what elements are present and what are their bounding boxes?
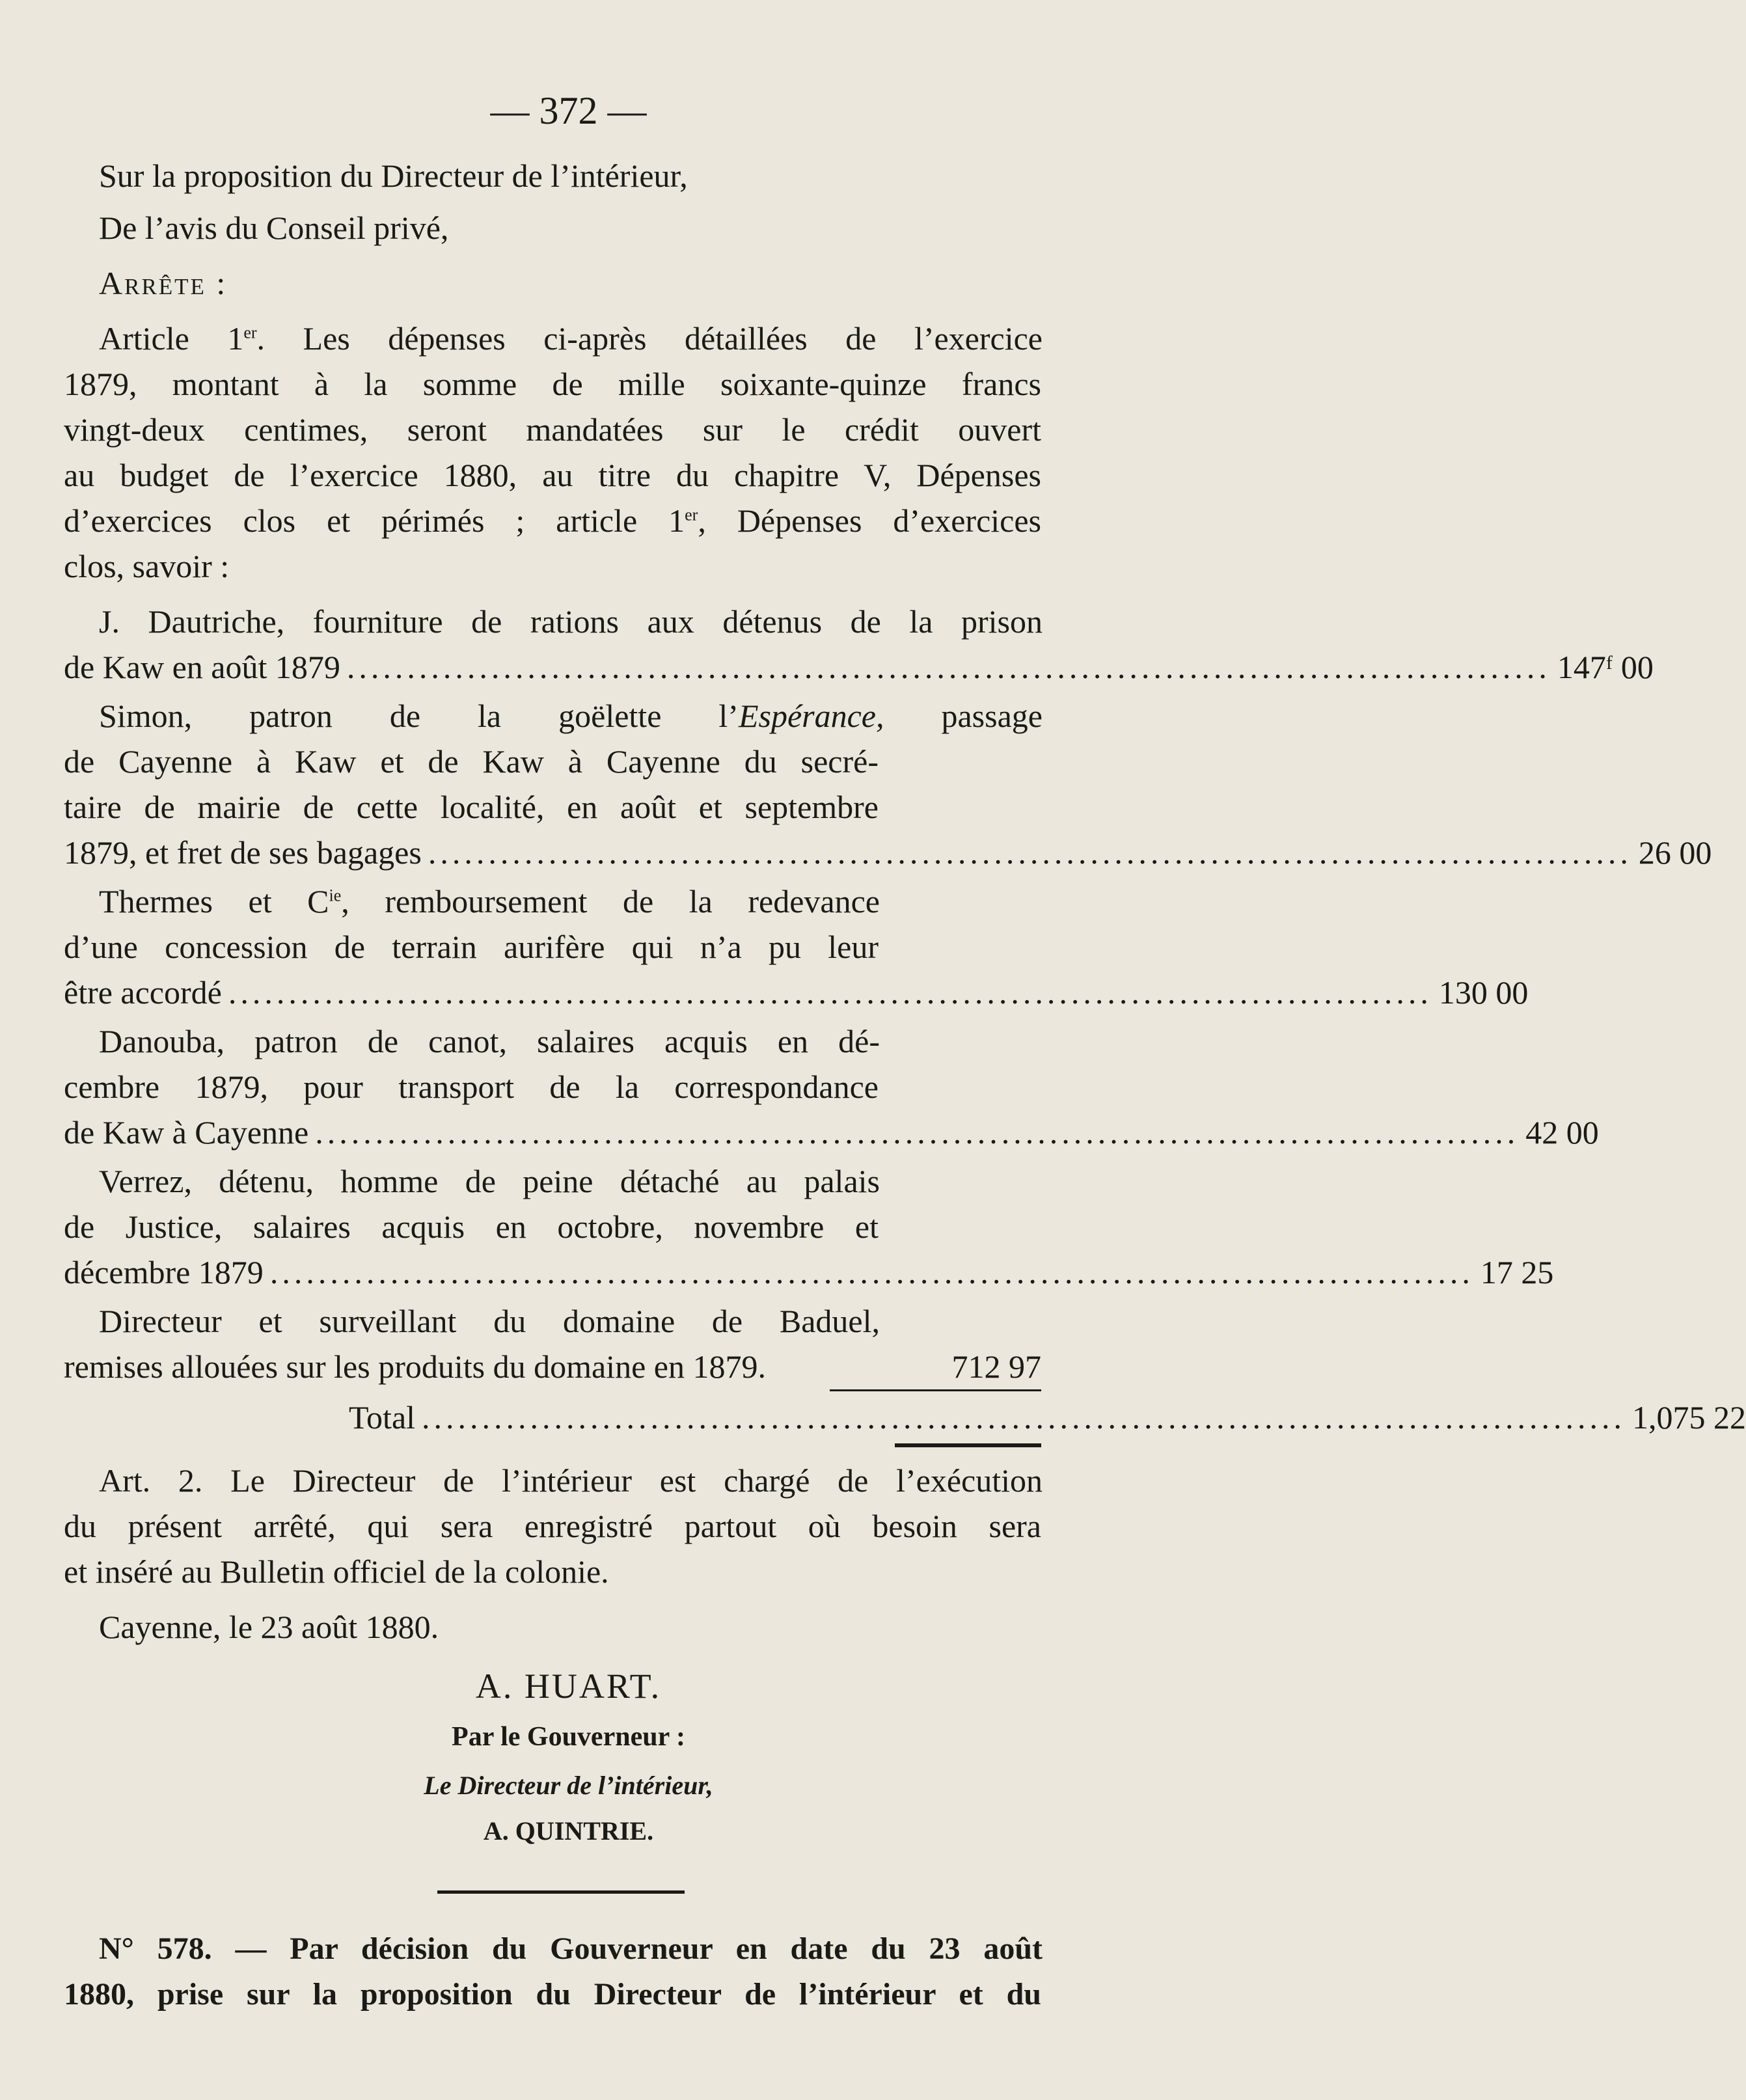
signatory-by: Par le Gouverneur :	[452, 1722, 685, 1752]
expense-6-amount: 712 97	[951, 1348, 1041, 1385]
expense-1-line-1: J. Dautriche, fourniture de rations aux détenus de la prison	[99, 603, 1043, 640]
leader-dots: ....................................................................................................	[346, 649, 1551, 685]
expense-4-last-line: de Kaw à Cayenne	[64, 1114, 309, 1151]
expense-5-line-1: Verrez, détenu, homme de peine détaché au palais	[99, 1163, 880, 1199]
expense-4-row	[64, 1113, 1599, 1153]
leader-dots: ....................................................................................................	[422, 1399, 1626, 1436]
article2-line-3: et inséré au Bulletin officiel de la colonie.	[64, 1553, 609, 1590]
total-row	[349, 1398, 1746, 1438]
expense-1-last-line: de Kaw en août 1879	[64, 649, 340, 685]
article1-line-5: d’exercices clos et périmés ; article 1er, Dépenses d’exercices	[64, 502, 1041, 539]
expense-2-amount: 26 00	[1638, 834, 1712, 871]
expense-4-line-2: cembre 1879, pour transport de la correspondance	[64, 1069, 879, 1105]
signatory-name: A. HUART.	[475, 1667, 662, 1706]
article1-line-1: Article 1er. Les dépenses ci-après détaillées de l’exercice	[99, 320, 1043, 357]
expense-1-row	[64, 648, 1654, 688]
expense-2-line-2: de Cayenne à Kaw et de Kaw à Cayenne du secré-	[64, 743, 879, 780]
place-date: Cayenne, le 23 août 1880.	[99, 1609, 439, 1645]
article2-line-2: du présent arrêté, qui sera enregistré partout où besoin sera	[64, 1508, 1041, 1544]
section-divider	[437, 1890, 685, 1894]
page-number: — 372 —	[490, 89, 647, 132]
total-rule	[830, 1389, 1041, 1391]
expense-6-line-1: Directeur et surveillant du domaine de Baduel,	[99, 1303, 880, 1339]
article1-line-4: au budget de l’exercice 1880, au titre du chapitre V, Dépenses	[64, 457, 1041, 493]
expense-2-last-line: 1879, et fret de ses bagages	[64, 834, 422, 871]
article1-line-2: 1879, montant à la somme de mille soixante-quinze francs	[64, 366, 1041, 402]
decision-line-2: 1880, prise sur la proposition du Directeur de l’intérieur et du	[64, 1977, 1041, 2011]
countersignatory-name: A. QUINTRIE.	[483, 1816, 654, 1846]
article2-line-1: Art. 2. Le Directeur de l’intérieur est chargé de l’exécution	[99, 1462, 1043, 1499]
expense-6-last-line: remises allouées sur les produits du domaine en 1879.	[64, 1348, 766, 1385]
preamble-line-2: De l’avis du Conseil privé,	[99, 210, 449, 246]
article1-line-6: clos, savoir :	[64, 548, 230, 584]
leader-dots: ....................................................................................................	[228, 974, 1432, 1011]
leader-dots: ....................................................................................................	[428, 834, 1632, 871]
preamble-line-1: Sur la proposition du Directeur de l’intérieur,	[99, 157, 688, 194]
expense-4-line-1: Danouba, patron de canot, salaires acquis en dé-	[99, 1023, 880, 1059]
expense-1-amount: 147ᶠ 00	[1557, 649, 1654, 685]
arrete-heading: Arrête :	[99, 265, 228, 301]
expense-5-line-2: de Justice, salaires acquis en octobre, novembre et	[64, 1208, 879, 1245]
leader-dots: ....................................................................................................	[315, 1114, 1520, 1151]
expense-5-row	[64, 1253, 1554, 1293]
leader-dots: ....................................................................................................	[269, 1254, 1474, 1290]
expense-4-amount: 42 00	[1525, 1114, 1599, 1151]
expense-5-amount: 17 25	[1480, 1254, 1554, 1290]
article1-line-3: vingt-deux centimes, seront mandatées sur le crédit ouvert	[64, 411, 1041, 448]
expense-3-row	[64, 973, 1529, 1013]
signatory-title: Le Directeur de l’intérieur,	[424, 1771, 713, 1800]
expense-3-line-2: d’une concession de terrain aurifère qui n’a pu leur	[64, 929, 879, 965]
total-double-rule	[895, 1443, 1041, 1447]
expense-6-row	[64, 1347, 1041, 1387]
expense-5-last-line: décembre 1879	[64, 1254, 264, 1290]
total-amount: 1,075 22	[1632, 1399, 1746, 1436]
expense-3-amount: 130 00	[1438, 974, 1529, 1011]
expense-2-line-1: Simon, patron de la goëlette l’Espérance, passage	[99, 698, 1043, 734]
expense-2-line-3: taire de mairie de cette localité, en août et septembre	[64, 789, 879, 825]
expense-2-row	[64, 833, 1712, 873]
expense-3-line-1: Thermes et $C^{ie}$, remboursement de la redevance	[99, 883, 880, 920]
total-label: Total	[349, 1399, 416, 1436]
expense-3-last-line: être accordé	[64, 974, 222, 1011]
decision-line-1: N° 578. — Par décision du Gouverneur en date du 23 août	[99, 1931, 1043, 1966]
